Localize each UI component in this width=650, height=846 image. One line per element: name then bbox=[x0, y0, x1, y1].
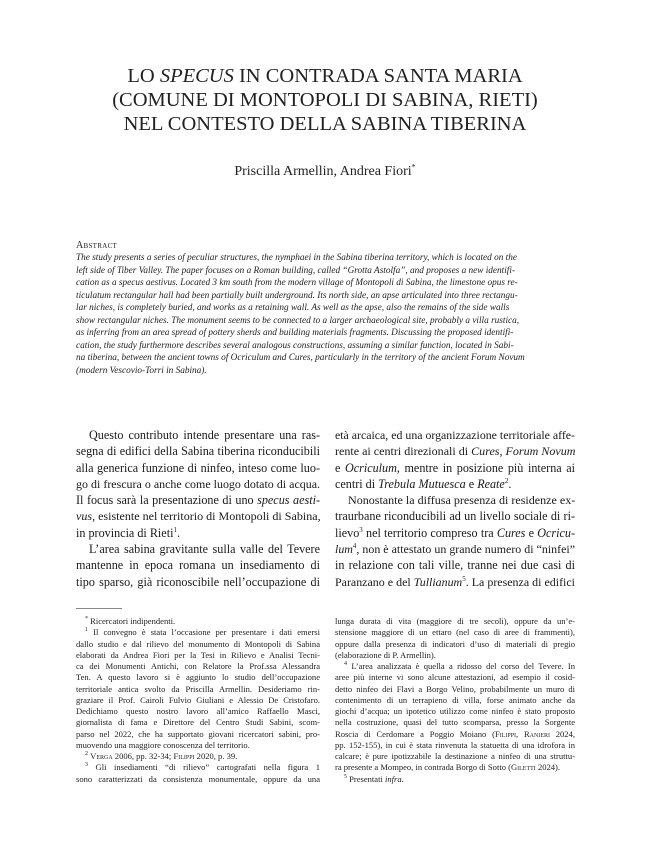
footnotes-right bbox=[335, 616, 575, 785]
footnote-ref: 5 bbox=[462, 574, 466, 583]
abstract-line: left side of Tiber Valley. The paper focuses on a Roman building, called “Grotta Astolfa”, and proposes a new identifi- bbox=[76, 265, 516, 276]
footnote-line bbox=[76, 627, 320, 638]
footnote-line: pp. 152-155), in cui è stata rinvenuta la statuetta di una idrofora in bbox=[335, 739, 575, 750]
footnote-mark: 2 bbox=[85, 751, 88, 758]
abstract-line: lar niches, is completely buried, and works as a retaining wall. As well as the apse, also the remains of the side walls bbox=[76, 303, 510, 313]
author-names: Priscilla Armellin, Andrea Fiori bbox=[234, 164, 412, 179]
footnote-line: parso nel 2022, che ha supportato giovani ricercatori sabini, pro- bbox=[76, 728, 320, 739]
body-text: , mentre in posizione più interna ai bbox=[396, 460, 575, 475]
body-column-left bbox=[76, 427, 320, 590]
body-line: tipo sparso, già riconoscibile nell’occupazione di bbox=[76, 574, 320, 589]
title-italic: SPECUS bbox=[159, 65, 234, 87]
footnote-line bbox=[335, 661, 575, 672]
footnote-line: (elaborazione di P. Armellin). bbox=[335, 649, 436, 660]
body-line: alla generica funzione di ninfeo, inteso come luo- bbox=[76, 460, 320, 475]
body-italic: Cures bbox=[471, 444, 500, 459]
footnote-text: Gli insediamenti “di rilievo” cartografati nella figura 1 bbox=[88, 762, 320, 773]
footnote-text: Ricercatori indipendenti. bbox=[88, 616, 176, 626]
footnote-line: Dedichiamo questo nostro lavoro all’amico Raffaello Masci, bbox=[76, 706, 320, 716]
author-line bbox=[60, 164, 590, 180]
body-line: segna di edifici della Sabina tiberina riconducibili bbox=[76, 444, 320, 459]
body-text: Il focus sarà la presentazione di uno bbox=[76, 493, 258, 508]
abstract-line: ticulatum rectangular hall had been partially built underground. Its north side, an apse articulated into three rectangu- bbox=[76, 290, 518, 301]
paper-title bbox=[60, 64, 590, 136]
body-line bbox=[76, 525, 320, 541]
body-line: Questo contributo intende presentare una ras- bbox=[89, 428, 320, 442]
footnote-line bbox=[335, 762, 575, 773]
body-line: mantenne in epoca romana un insediamento di bbox=[76, 558, 320, 573]
body-line: età arcaica, ed una organizzazione territoriale affe- bbox=[335, 428, 575, 442]
body-text: centri di bbox=[335, 476, 379, 491]
body-line bbox=[335, 541, 575, 557]
body-text: Paranzano e del bbox=[335, 574, 414, 589]
abstract-heading: Abstract bbox=[76, 240, 118, 251]
footnote-text: L’area analizzata è quella a ridosso del corso del Tevere. In bbox=[347, 661, 575, 671]
footnote-line bbox=[76, 762, 320, 773]
body-line: L’area sabina gravitante sulla valle del Tevere bbox=[89, 542, 320, 557]
footnote-mark: * bbox=[85, 616, 88, 623]
body-text: , esistente nel territorio di Montopoli di Sabina, bbox=[92, 509, 321, 524]
footnote-text: , bbox=[516, 728, 524, 739]
body-line bbox=[335, 476, 575, 492]
body-line bbox=[335, 460, 575, 476]
body-text: in provincia di Rieti bbox=[76, 525, 174, 540]
footnote-ref: 3 bbox=[359, 525, 363, 534]
footnote-ref: 1 bbox=[173, 525, 177, 534]
footnote-line: calcare; è pure ipotizzabile la destinazione a ninfeo di una struttu- bbox=[335, 751, 575, 761]
title-text: IN CONTRADA SANTA MARIA bbox=[233, 65, 523, 87]
footnote-text: ra presente a Mompeo, in contrada Borgo di Sotto ( bbox=[335, 762, 511, 773]
body-line bbox=[76, 492, 320, 508]
body-italic: lum bbox=[335, 542, 353, 557]
footnote-line: aree più interne vi sono alcune attestazioni, ad esempio il cosid- bbox=[335, 672, 575, 683]
body-text: e bbox=[465, 476, 478, 491]
footnote-italic: infra bbox=[384, 773, 402, 784]
footnote-line bbox=[76, 616, 320, 627]
body-text: e bbox=[525, 525, 538, 540]
abstract-line: cation as a specus aestivus. Located 3 km south from the modern village of Montopoli di Sabina, the limestone opus re- bbox=[76, 278, 518, 288]
footnote-text: Il convegno è stata l’occasione per presentare i dati emersi bbox=[88, 627, 320, 638]
footnote-line: sono caratterizzati da consistenza monumentale, oppure da una bbox=[76, 773, 320, 784]
body-text: rente ai centri direzionali di bbox=[335, 444, 472, 459]
footnote-line: giornalista di fama e Direttore del Centro Studi Sabini, scom- bbox=[76, 717, 320, 728]
footnote-text: 2006, pp. 32-34; bbox=[112, 751, 174, 761]
body-italic: Forum Novum bbox=[505, 444, 576, 459]
footnote-text: . bbox=[401, 773, 404, 784]
footnote-line: elaborati da Andrea Fiori per la Tesi in Rilievo e Analisi Tecni- bbox=[76, 649, 320, 660]
citation-author: Filippi bbox=[173, 751, 195, 761]
footnote-text: 2024). bbox=[535, 762, 561, 773]
footnote-ref: 4 bbox=[352, 542, 357, 551]
footnote-mark: 4 bbox=[344, 661, 347, 668]
footnote-divider bbox=[76, 608, 122, 609]
abstract-line: (modern Vescovio-Torri in Sabina). bbox=[76, 365, 207, 376]
author-footnote-mark: * bbox=[411, 162, 416, 172]
body-italic: Ocricu- bbox=[537, 525, 575, 540]
citation-author: Verga bbox=[90, 751, 113, 761]
footnote-line: detto ninfeo dei Flavi a Borgo Velino, probabilmente un muro di bbox=[335, 683, 575, 694]
body-text: . bbox=[508, 476, 512, 491]
body-line: traurbane riconducibili ad un livello sociale di ri- bbox=[335, 509, 575, 524]
footnote-line: territoriale antica svolto da Priscilla Armellin. Desideriamo rin- bbox=[76, 683, 320, 694]
footnote-text: 2024, bbox=[549, 728, 575, 739]
abstract-line: show rectangular niches. The monument seems to be connected to a larger archaeological site, probably a villa rustica, bbox=[76, 315, 520, 326]
footnote-line: nella costruzione, quasi del tutto scomparsa, presso la Sorgente bbox=[335, 717, 575, 728]
title-line-1 bbox=[60, 64, 590, 88]
footnote-mark: 5 bbox=[344, 773, 347, 780]
body-line: in relazione con tali ville, tranne nei due casi di bbox=[335, 558, 575, 573]
title-line-2: (COMUNE DI MONTOPOLI DI SABINA, RIETI) bbox=[112, 89, 538, 111]
body-italic: Trebula Mutuesca bbox=[378, 476, 466, 491]
body-column-right bbox=[335, 427, 575, 590]
footnote-line bbox=[76, 751, 320, 762]
footnote-line: Ten. A questo lavoro si è aggiunto lo studio dell’occupazione bbox=[76, 672, 320, 683]
footnote-line: graziare il Prof. Cairoli Fulvio Giuliani e Alessio De Cristofaro. bbox=[76, 694, 320, 705]
body-line bbox=[335, 574, 575, 590]
footnote-line: giochi d’acqua; un ipotetico utilizzo come ninfeo è stato proposto bbox=[335, 706, 575, 716]
footnote-mark: 1 bbox=[85, 627, 88, 634]
footnote-line: oppure dalla presenza di indicatori d’uso di materiali di pregio bbox=[335, 638, 575, 649]
abstract-line: na tiberina, between the ancient towns of Ocriculum and Cures, particularly in the territory of the ancient Forum Novum bbox=[76, 353, 525, 363]
body-text: lievo bbox=[335, 525, 360, 540]
citation-author: Filippi bbox=[494, 728, 517, 739]
footnote-line bbox=[335, 729, 575, 740]
footnote-line bbox=[335, 774, 575, 785]
abstract-body bbox=[76, 252, 574, 377]
body-italic: Ocriculum bbox=[344, 460, 397, 475]
body-italic: Reate bbox=[477, 476, 505, 491]
body-italic: Cures bbox=[496, 525, 526, 540]
footnotes-left bbox=[76, 616, 320, 785]
citation-author: Giletti bbox=[510, 762, 536, 773]
body-text: . bbox=[176, 525, 180, 540]
footnote-ref: 2 bbox=[504, 476, 509, 485]
body-line: go di frescura o anche come luogo dotato di acqua. bbox=[76, 476, 320, 491]
footnote-mark: 3 bbox=[85, 762, 88, 769]
footnote-text: 2020, p. 39. bbox=[194, 751, 238, 761]
title-line-3: NEL CONTESTO DELLA SABINA TIBERINA bbox=[123, 113, 527, 135]
footnote-line: ca dei Monumenti Antichi, con Relatore la Prof.ssa Alessandra bbox=[76, 661, 320, 671]
body-line bbox=[76, 508, 320, 524]
body-italic: specus aesti- bbox=[257, 493, 320, 508]
footnote-line: lunga durata di vita (maggiore di tre secoli), oppure da un’e- bbox=[335, 616, 575, 626]
body-text: . La presenza di edifici bbox=[465, 574, 575, 589]
body-italic: Tullianum bbox=[413, 574, 463, 589]
title-text: LO bbox=[127, 65, 160, 87]
body-italic: vus bbox=[76, 509, 93, 524]
body-text: , bbox=[499, 444, 506, 459]
footnote-text: Presentati bbox=[347, 773, 385, 784]
body-line: Nonostante la diffusa presenza di residenze ex- bbox=[348, 493, 576, 508]
citation-author: Ranieri bbox=[523, 728, 550, 739]
body-line bbox=[335, 525, 575, 541]
footnote-line: muovendo una maggiore conoscenza del territorio. bbox=[76, 739, 250, 750]
body-text: , non è attestato un grande numero di “ninfei” bbox=[356, 542, 575, 557]
body-text: nel territorio compreso tra bbox=[362, 525, 497, 540]
footnote-line: dallo studio e dal rilievo del monumento di Montopoli di Sabina bbox=[76, 638, 320, 649]
body-line bbox=[335, 443, 575, 459]
footnote-text: Roscia di Cerdomare a Poggio Moiano ( bbox=[335, 728, 495, 739]
footnote-line: stensione maggiore di un ettaro (nel caso di aree di frammenti), bbox=[335, 627, 575, 638]
footnote-line: contenimento di un terrapieno di villa, forse animato anche da bbox=[335, 694, 575, 705]
abstract-line: The study presents a series of peculiar structures, the nymphaei in the Sabina tiberina territory, which is located on the bbox=[76, 253, 517, 263]
abstract-line: cation, the study furthermore describes several analogous constructions, assuming a similar function, located in Sabi- bbox=[76, 340, 514, 351]
abstract-line: as inferring from an area spread of pottery sherds and building materials fragments. Discussing the proposed identifi- bbox=[76, 328, 514, 338]
body-text: e bbox=[335, 460, 345, 475]
